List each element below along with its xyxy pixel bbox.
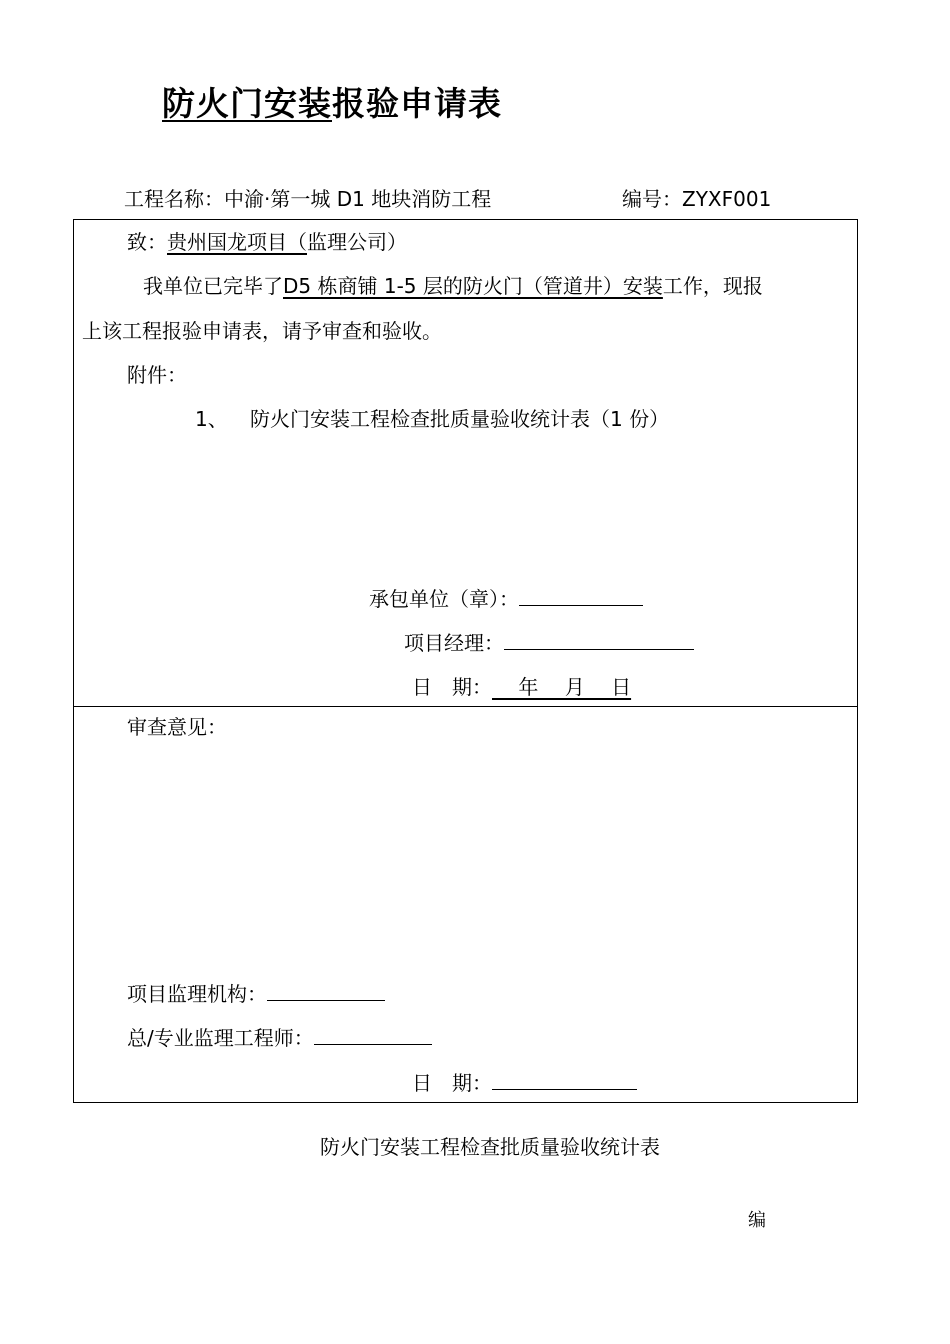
addressee-line: [127, 226, 407, 255]
date-label-2: 日 期：: [412, 1071, 492, 1095]
manager-blank[interactable]: [504, 629, 694, 650]
page-title: [162, 78, 502, 125]
project-label: 工程名称：: [124, 187, 224, 211]
manager-label: 项目经理：: [404, 631, 504, 655]
paragraph-line-1: [143, 270, 763, 299]
review-label: 审查意见：: [127, 715, 227, 739]
table-divider: [73, 706, 858, 707]
org-blank[interactable]: [267, 980, 385, 1001]
manager-line: [404, 627, 694, 656]
date-value-1[interactable]: 年 月 日: [492, 675, 632, 699]
title-rest: 报验申请表: [332, 84, 502, 123]
para-underlined: D5 栋商铺 1-5 层的防火门（管道井）安装: [283, 274, 663, 298]
to-name: 贵州国龙项目（: [167, 230, 307, 254]
number-value: ZYXF001: [682, 187, 772, 211]
number-label: 编号：: [622, 187, 682, 211]
project-name: 中渝·第一城 D1 地块消防工程: [224, 187, 492, 211]
to-suffix: 监理公司）: [307, 230, 407, 254]
attachment-label: 附件：: [127, 363, 187, 387]
engineer-label: 总/专业监理工程师：: [127, 1026, 314, 1050]
date-line-1: [412, 671, 644, 700]
subtitle: 防火门安装工程检查批质量验收统计表: [320, 1135, 660, 1159]
date-blank-2[interactable]: [492, 1069, 637, 1090]
number-line: [622, 183, 771, 212]
org-line: [127, 978, 385, 1007]
engineer-blank[interactable]: [314, 1024, 432, 1045]
attachment-item: 防火门安装工程检查批质量验收统计表（1 份）: [250, 407, 670, 431]
date-label-1: 日 期：: [412, 675, 492, 699]
date-line-2: [412, 1067, 637, 1096]
paragraph-line-2: 上该工程报验申请表，请予审查和验收。: [82, 319, 442, 343]
para-line1-end: 工作，现报: [662, 274, 763, 298]
engineer-line: [127, 1022, 432, 1051]
project-line: [124, 183, 491, 212]
form-table: [73, 219, 858, 1103]
contractor-blank[interactable]: [519, 585, 643, 606]
to-label: 致：: [127, 230, 167, 254]
title-underlined: 防火门安装: [162, 84, 332, 123]
bian-label: 编: [748, 1210, 766, 1231]
para-prefix: 我单位已完毕了: [143, 274, 283, 298]
contractor-line: [369, 583, 643, 612]
org-label: 项目监理机构：: [127, 982, 267, 1006]
contractor-label: 承包单位（章）：: [369, 587, 519, 611]
attachment-number: 1、: [195, 407, 228, 431]
